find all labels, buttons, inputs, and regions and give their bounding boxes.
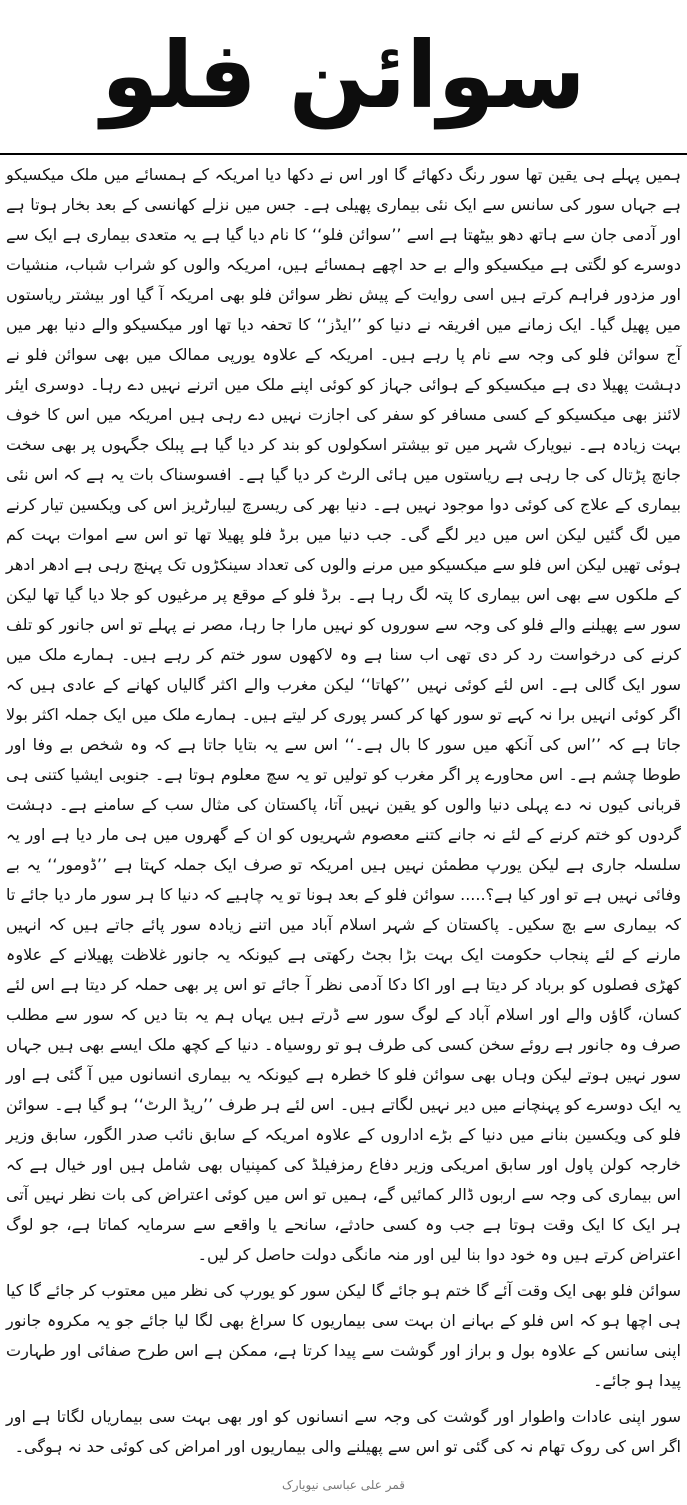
headline: سوائن فلو <box>101 22 586 129</box>
headline-divider <box>0 153 687 155</box>
byline: قمر علی عباسی نیویارک <box>281 1478 406 1492</box>
article-paragraph-1: ہمیں پہلے ہی یقین تھا سور رنگ دکھائے گا اور اس نے دکھا دیا امریکہ کے ہمسائے میں ملک میکسیکو ہے جہاں سور کی سانس سے ایک نئی بیماری پھیلی ہے۔ جس میں نزلے کھانسی کے بعد بخار ہوتا ہے اور آدمی جان سے ہاتھ دھو بیٹھتا ہے اسے ’’سوائن فلو‘‘ کا نام دیا گیا ہے یہ متعدی بیماری ہے ایک سے دوسرے کو لگتی ہے میکسیکو والے بے حد اچھے ہمسائے ہیں، امریکہ والوں کو شراب شباب، منشیات اور مزدور فراہم کرتے ہیں اسی روایت کے پیش نظر سوائن فلو بھی امریکہ آ گیا اور بیشتر ریاستوں میں پھیل گیا۔ ایک زمانے میں افریقہ نے دنیا کو ’’ایڈز‘‘ کا تحفہ دیا تھا اور میکسیکو والے دنیا بھر میں آج سوائن فلو کی وجہ سے نام پا رہے ہیں۔ امریکہ کے علاوہ یورپی ممالک میں بھی سوائن فلو نے دہشت پھیلا دی ہے میکسیکو کے ہوائی جہاز کو کوئی اپنے ملک میں اترنے نہیں دے رہا۔ دوسری ایئر لائنز بھی میکسیکو کے کسی مسافر کو سفر کی اجازت نہیں دے رہی ہیں امریکہ میں اس کا خوف بہت زیادہ ہے۔ نیویارک شہر میں تو بیشتر اسکولوں کو بند کر دیا گیا ہے پبلک جگہوں پر بھی سخت جانچ پڑتال کی جا رہی ہے ریاستوں میں ہائی الرٹ کر دیا گیا ہے۔ افسوسناک بات یہ ہے کہ اس نئی بیماری کے علاج کی کوئی دوا موجود نہیں ہے۔ دنیا بھر کی ریسرچ لیبارٹریز اس کی ویکسین تیار کرنے میں لگ گئیں لیکن اس میں دیر لگے گی۔ جب دنیا میں برڈ فلو پھیلا تھا تو اس سے اموات بہت کم ہوئی تھیں لیکن اس فلو سے میکسیکو میں مرنے والوں کی تعداد سینکڑوں تک پہنچ رہی ہے ادھر ادھر کے ملکوں سے بھی اس بیماری کا پتہ لگ رہا ہے۔ برڈ فلو کے موقع پر مرغیوں کو جلا دیا گیا تھا لیکن سور سے پھیلنے والے فلو کی وجہ سے سوروں کو نہیں مارا جا رہا، مصر نے پہلے تو اس جانور کو تلف کرنے کی درخواست رد کر دی تھی اب سنا ہے وہ لاکھوں سور ختم کر رہے ہیں۔ ہمارے ملک میں سور ایک گالی ہے۔ اس لئے کوئی نہیں ’’کھاتا‘‘ لیکن مغرب والے اکثر گالیاں کھانے کے عادی ہیں کہ اگر کوئی انہیں برا نہ کہے تو سور کھا کر کسر پوری کر لیتے ہیں۔ ہمارے ملک میں ایک جملہ اکثر بولا جاتا ہے کہ ’’اس کی آنکھ میں سور کا بال ہے۔‘‘ اس سے یہ بتایا جاتا ہے کہ وہ شخص بے وفا اور طوطا چشم ہے۔ اس محاورے پر اگر مغرب کو تولیں تو یہ سچ معلوم ہوتا ہے۔ جنوبی ایشیا کتنی ہی قربانی کیوں نہ دے پہلی دنیا والوں کو یقین نہیں آتا، پاکستان کی مثال سب کے سامنے ہے۔ دہشت گردوں کو ختم کرنے کے لئے نہ جانے کتنے معصوم شہریوں کو ان کے گھروں میں ہی مار دیا ہے اور یہ سلسلہ جاری ہے لیکن یورپ مطمئن نہیں ہیں امریکہ تو صرف ایک جملہ کہتا ہے ’’ڈومور‘‘ یہ بے وفائی نہیں ہے تو اور کیا ہے؟..... سوائن فلو کے بعد ہونا تو یہ چاہیے کہ دنیا کا ہر سور مار دیا جائے تا کہ بیماری سے بچ سکیں۔ پاکستان کے شہر اسلام آباد میں اتنے زیادہ سور پائے جاتے ہیں کہ انہیں مارنے کے لئے پنجاب حکومت ایک بہت بڑا بجٹ رکھتی ہے کیونکہ یہ جانور غلاظت پھیلانے کے علاوہ کھڑی فصلوں کو برباد کر دیتا ہے اور اکا دکا آدمی نظر آ جائے تو اس پر بھی حملہ کر دیتا ہے اس لئے کسان، گاؤں والے اور اسلام آباد کے لوگ سور سے ڈرتے ہیں یہاں ہم یہ بتا دیں کہ سور سے مطلب صرف وہ جانور ہے روئے سخن کسی کی طرف ہو تو روسیاہ۔ دنیا کے کچھ ملک ایسے بھی ہیں جہاں سور نہیں ہوتے لیکن وہاں بھی سوائن فلو کا خطرہ ہے کیونکہ یہ بیماری انسانوں میں آ گئی ہے اور یہ ایک دوسرے کو پہنچانے میں دیر نہیں لگاتے ہیں۔ اس لئے ہر طرف ’’ریڈ الرٹ‘‘ ہو گیا ہے۔ سوائن فلو کی ویکسین بنانے میں دنیا کے بڑے اداروں کے علاوہ امریکہ کے سابق نائب صدر الگور، سابق وزیر خارجہ کولن پاول اور سابق امریکی وزیر دفاع رمزفیلڈ کی کمپنیاں بھی شامل ہیں اور خیال ہے کہ اس بیماری کی وجہ سے اربوں ڈالر کمائیں گے، ہمیں تو اس میں کوئی اعتراض کی بات نظر نہیں آتی ہر ایک کا ایک وقت ہوتا ہے جب وہ کسی حادثے، سانحے یا واقعے سے سرمایہ کماتا ہے، جو لوگ اعتراض کرتے ہیں وہ خود دوا بنا لیں اور منہ مانگی دولت حاصل کر لیں۔ <box>6 165 681 1264</box>
article-paragraph-3: سور اپنی عادات واطوار اور گوشت کی وجہ سے انسانوں کو اور بھی بہت سی بیماریاں لگاتا ہے اور اگر اس کی روک تھام نہ کی گئی تو اس سے پھیلنے والی بیماریوں اور امراض کی کوئی حد نہ ہوگی۔ <box>6 1407 681 1456</box>
headline-block <box>0 6 687 146</box>
article-paragraph-2: سوائن فلو بھی ایک وقت آئے گا ختم ہو جائے گا لیکن سور کو یورپ کی نظر میں معتوب کر جائے گا کیا ہی اچھا ہو کہ اس فلو کے بہانے ان بہت سی بیماریوں کا سراغ بھی لگا لیا جائے جو یہ مکروہ جانور اپنی سانس کے علاوہ بول و براز اور گوشت سے پیدا کرتا ہے، ممکن ہے اس طرح صفائی اور طہارت پیدا ہو جائے۔ <box>6 1281 681 1390</box>
article-body <box>6 160 681 1468</box>
